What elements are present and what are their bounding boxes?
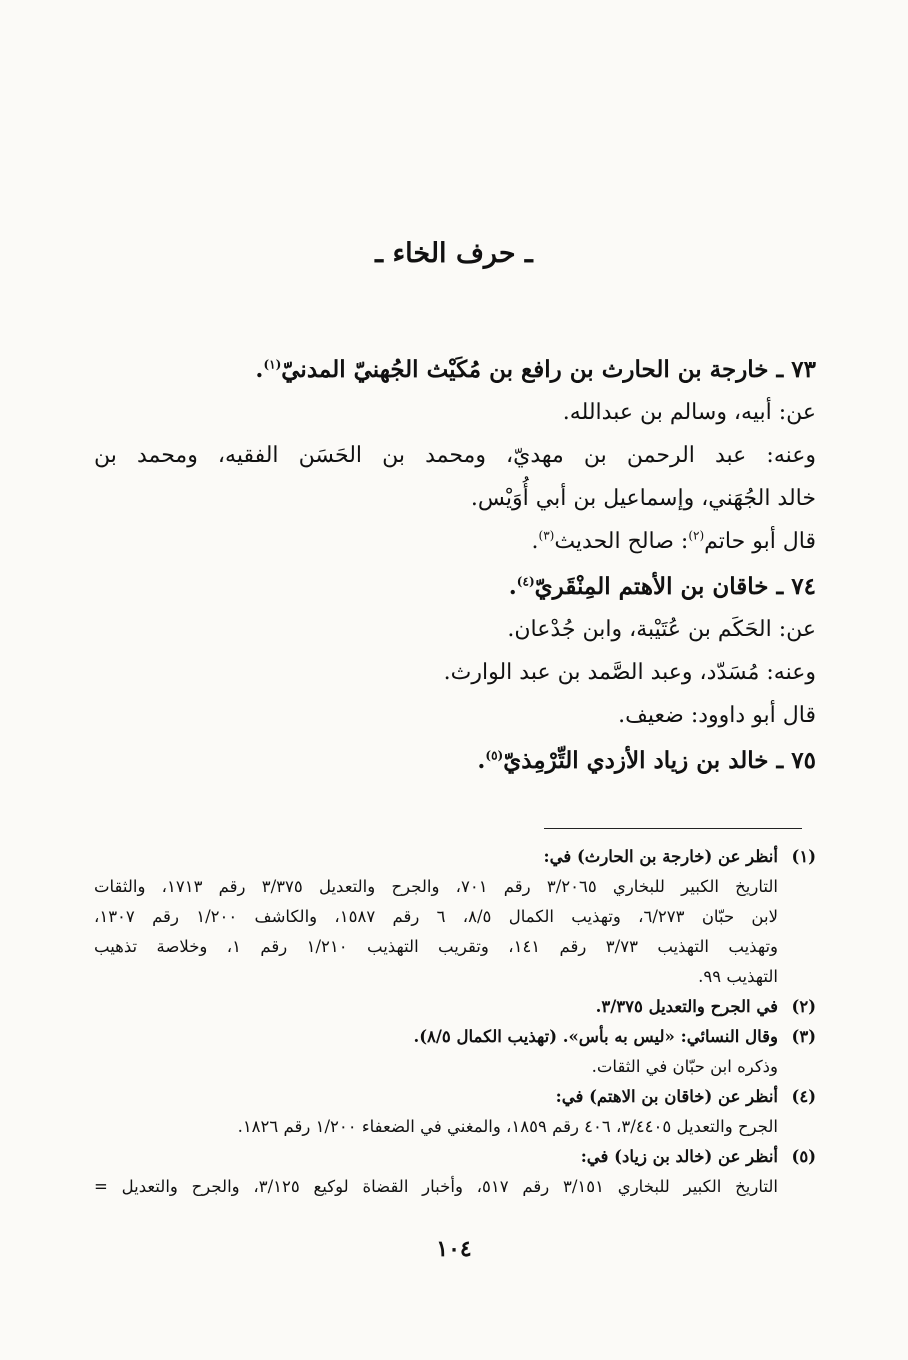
footnote	[94, 1022, 816, 1052]
entry-heading-text: ٧٤ ـ خاقان بن الأهتم المِنْقَريّ	[534, 573, 816, 600]
footnote-line: الجرح والتعديل ٣/٤٤٠٥، ٤٠٦ رقم ١٨٥٩، والمغني في الضعفاء ١/٢٠٠ رقم ١٨٢٦.	[237, 1117, 778, 1136]
footnote-number: (٣)	[791, 1027, 816, 1046]
footnote-number: (٥)	[791, 1147, 816, 1166]
narrators-from-him: وعنه: مُسَدّد، وعبد الصَّمد بن عبد الوارث.	[443, 660, 816, 685]
footnote-number: (٤)	[791, 1087, 816, 1106]
narrated-from: عن: الحَكَم بن عُتَيْبة، وابن جُدْعان.	[507, 617, 816, 642]
footnote-heading: في الجرح والتعديل ٣/٣٧٥.	[595, 997, 778, 1016]
entry-heading-end: .	[477, 747, 486, 774]
footnote	[94, 1082, 816, 1112]
footnote	[94, 992, 816, 1022]
entry-heading	[94, 739, 816, 782]
footnote-ref: (٢)	[688, 528, 705, 543]
footnote-line: التهذيب ٩٩.	[698, 967, 778, 986]
footnote-line: وذكره ابن حبّان في الثقات.	[591, 1057, 778, 1076]
entry-heading-end: .	[508, 573, 517, 600]
footnote-heading: وقال النسائي: «ليس به بأس». (تهذيب الكمال ٨/٥).	[413, 1027, 778, 1046]
footnote-ref: (٥)	[485, 748, 504, 763]
footnote-line: لابن حبّان ٦/٢٧٣، وتهذيب الكمال ٨/٥، ٦ رقم ١٥٨٧، والكاشف ١/٢٠٠ رقم ١٣٠٧،	[94, 907, 778, 926]
entry-heading-end: .	[255, 356, 264, 383]
footnote-number: (٢)	[791, 997, 816, 1016]
footnote-line: التاريخ الكبير للبخاري ٣/١٥١ رقم ٥١٧، وأخبار القضاة لوكيع ٣/١٢٥، والجرح والتعديل =	[94, 1177, 778, 1196]
footnote-heading: أنظر عن (خاقان بن الاهتم) في:	[555, 1087, 778, 1106]
narrators-from-him-line2: خالد الجُهَني، وإسماعيل بن أبي أُوَيْس.	[470, 486, 816, 511]
footnote	[94, 1142, 816, 1172]
entry-heading	[94, 348, 816, 391]
footnote-ref: (٤)	[516, 574, 535, 589]
grading-text: : صالح الحديث	[554, 529, 689, 554]
footnote-line: التاريخ الكبير للبخاري ٣/٢٠٦٥ رقم ٧٠١، والجرح والتعديل ٣/٣٧٥ رقم ١٧١٣، والثقات	[94, 877, 778, 896]
entry-heading-text: ٧٥ ـ خالد بن زياد الأزدي التِّرْمِذيّ	[503, 747, 816, 774]
chapter-title: ـ حرف الخاء ـ	[375, 238, 533, 269]
narrators-from-him-line1: وعنه: عبد الرحمن بن مهديّ، ومحمد بن الحَسَن الفقيه، ومحمد بن	[94, 443, 816, 468]
page-number: ١٠٤	[436, 1236, 472, 1262]
footnote-heading: أنظر عن (خارجة بن الحارث) في:	[543, 847, 778, 866]
footnote-number: (١)	[791, 847, 816, 866]
grading-end: .	[531, 529, 539, 554]
footnote-ref: (١)	[263, 357, 282, 372]
footnote-line: وتهذيب التهذيب ٣/٧٣ رقم ١٤١، وتقريب التهذيب ١/٢١٠ رقم ١، وخلاصة تذهيب	[94, 937, 779, 956]
grading-statement	[94, 520, 816, 563]
footnote-heading: أنظر عن (خالد بن زياد) في:	[580, 1147, 778, 1166]
footnote	[94, 842, 816, 872]
narrated-from: عن: أبيه، وسالم بن عبدالله.	[562, 400, 816, 425]
main-text	[94, 348, 816, 782]
grading-prefix: قال أبو حاتم	[704, 529, 816, 554]
entry-heading-text: ٧٣ ـ خارجة بن الحارث بن رافع بن مُكَيْث الجُهنيّ المدنيّ	[281, 356, 816, 383]
grading-statement: قال أبو داوود: ضعيف.	[618, 703, 816, 728]
footnote-ref: (٣)	[538, 528, 555, 543]
footnote-separator	[544, 828, 802, 829]
entry-heading	[94, 565, 816, 608]
footnotes	[94, 842, 816, 1202]
